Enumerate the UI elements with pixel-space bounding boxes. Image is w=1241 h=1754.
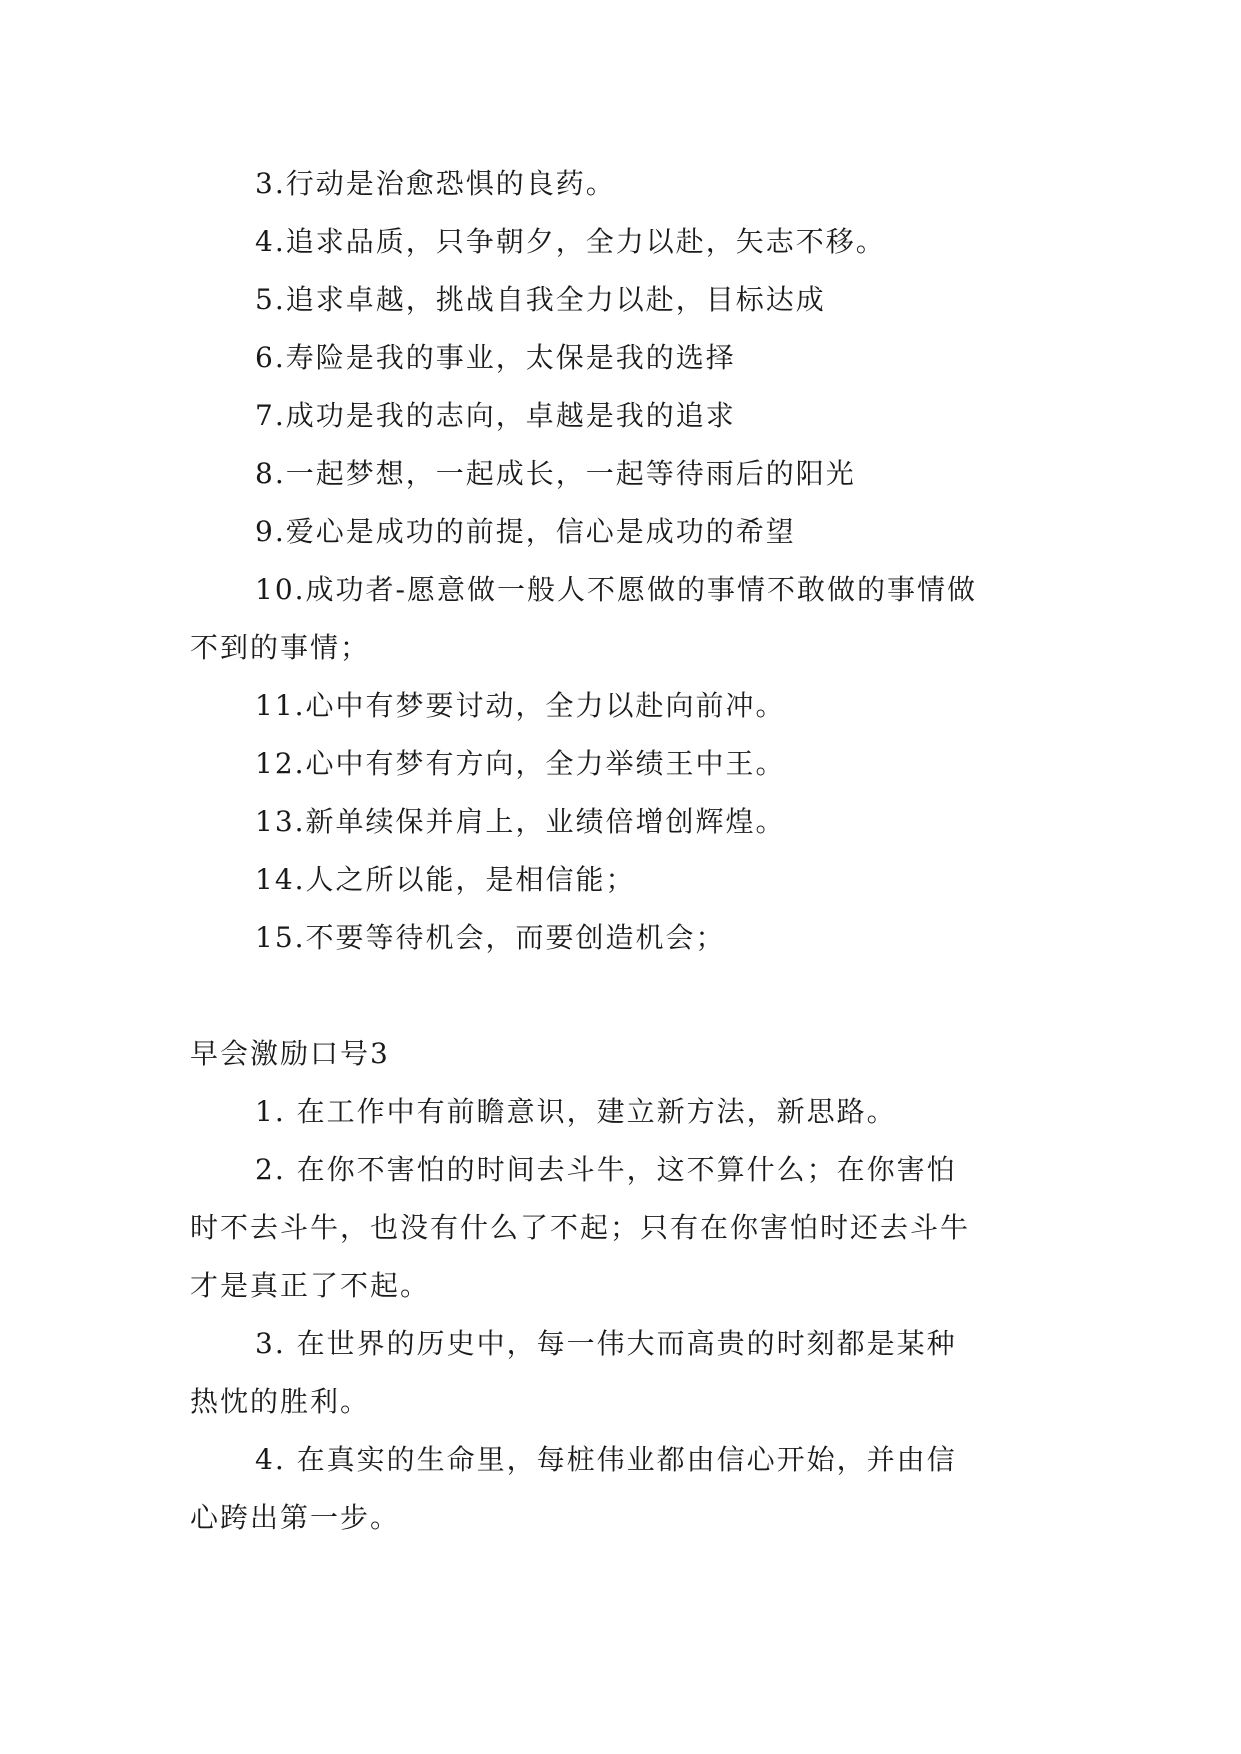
list-item-continuation: 心跨出第一步。 [190,1501,401,1534]
list-item: 10.成功者-愿意做一般人不愿做的事情不敢做的事情做 [255,573,977,606]
list-item: 13.新单续保并肩上，业绩倍增创辉煌。 [255,805,786,838]
list-item: 4.追求品质，只争朝夕，全力以赴，矢志不移。 [255,225,886,258]
section-heading: 早会激励口号3 [190,1037,390,1070]
list-item: 8.一起梦想，一起成长，一起等待雨后的阳光 [255,457,856,490]
list-item: 2. 在你不害怕的时间去斗牛，这不算什么；在你害怕 [255,1153,957,1186]
list-item-continuation: 才是真正了不起。 [190,1269,431,1302]
list-item: 4. 在真实的生命里，每桩伟业都由信心开始，并由信 [255,1443,957,1476]
list-item-continuation: 不到的事情； [190,631,371,664]
list-item: 1. 在工作中有前瞻意识，建立新方法，新思路。 [255,1095,897,1128]
list-item-continuation: 热忱的胜利。 [190,1385,371,1418]
list-item: 3. 在世界的历史中，每一伟大而高贵的时刻都是某种 [255,1327,957,1360]
list-item-continuation: 时不去斗牛，也没有什么了不起；只有在你害怕时还去斗牛 [190,1211,971,1244]
document-body [190,155,1062,1547]
list-item: 15.不要等待机会，而要创造机会； [255,921,726,954]
list-item: 9.爱心是成功的前提，信心是成功的希望 [255,515,796,548]
list-item: 11.心中有梦要讨动，全力以赴向前冲。 [255,689,786,722]
list-item: 7.成功是我的志向，卓越是我的追求 [255,399,736,432]
list-item: 5.追求卓越，挑战自我全力以赴，目标达成 [255,283,826,316]
list-item: 14.人之所以能，是相信能； [255,863,636,896]
list-item: 6.寿险是我的事业，太保是我的选择 [255,341,736,374]
list-item: 3.行动是治愈恐惧的良药。 [255,167,616,200]
list-item: 12.心中有梦有方向，全力举绩王中王。 [255,747,786,780]
section-spacer [190,967,1062,1025]
